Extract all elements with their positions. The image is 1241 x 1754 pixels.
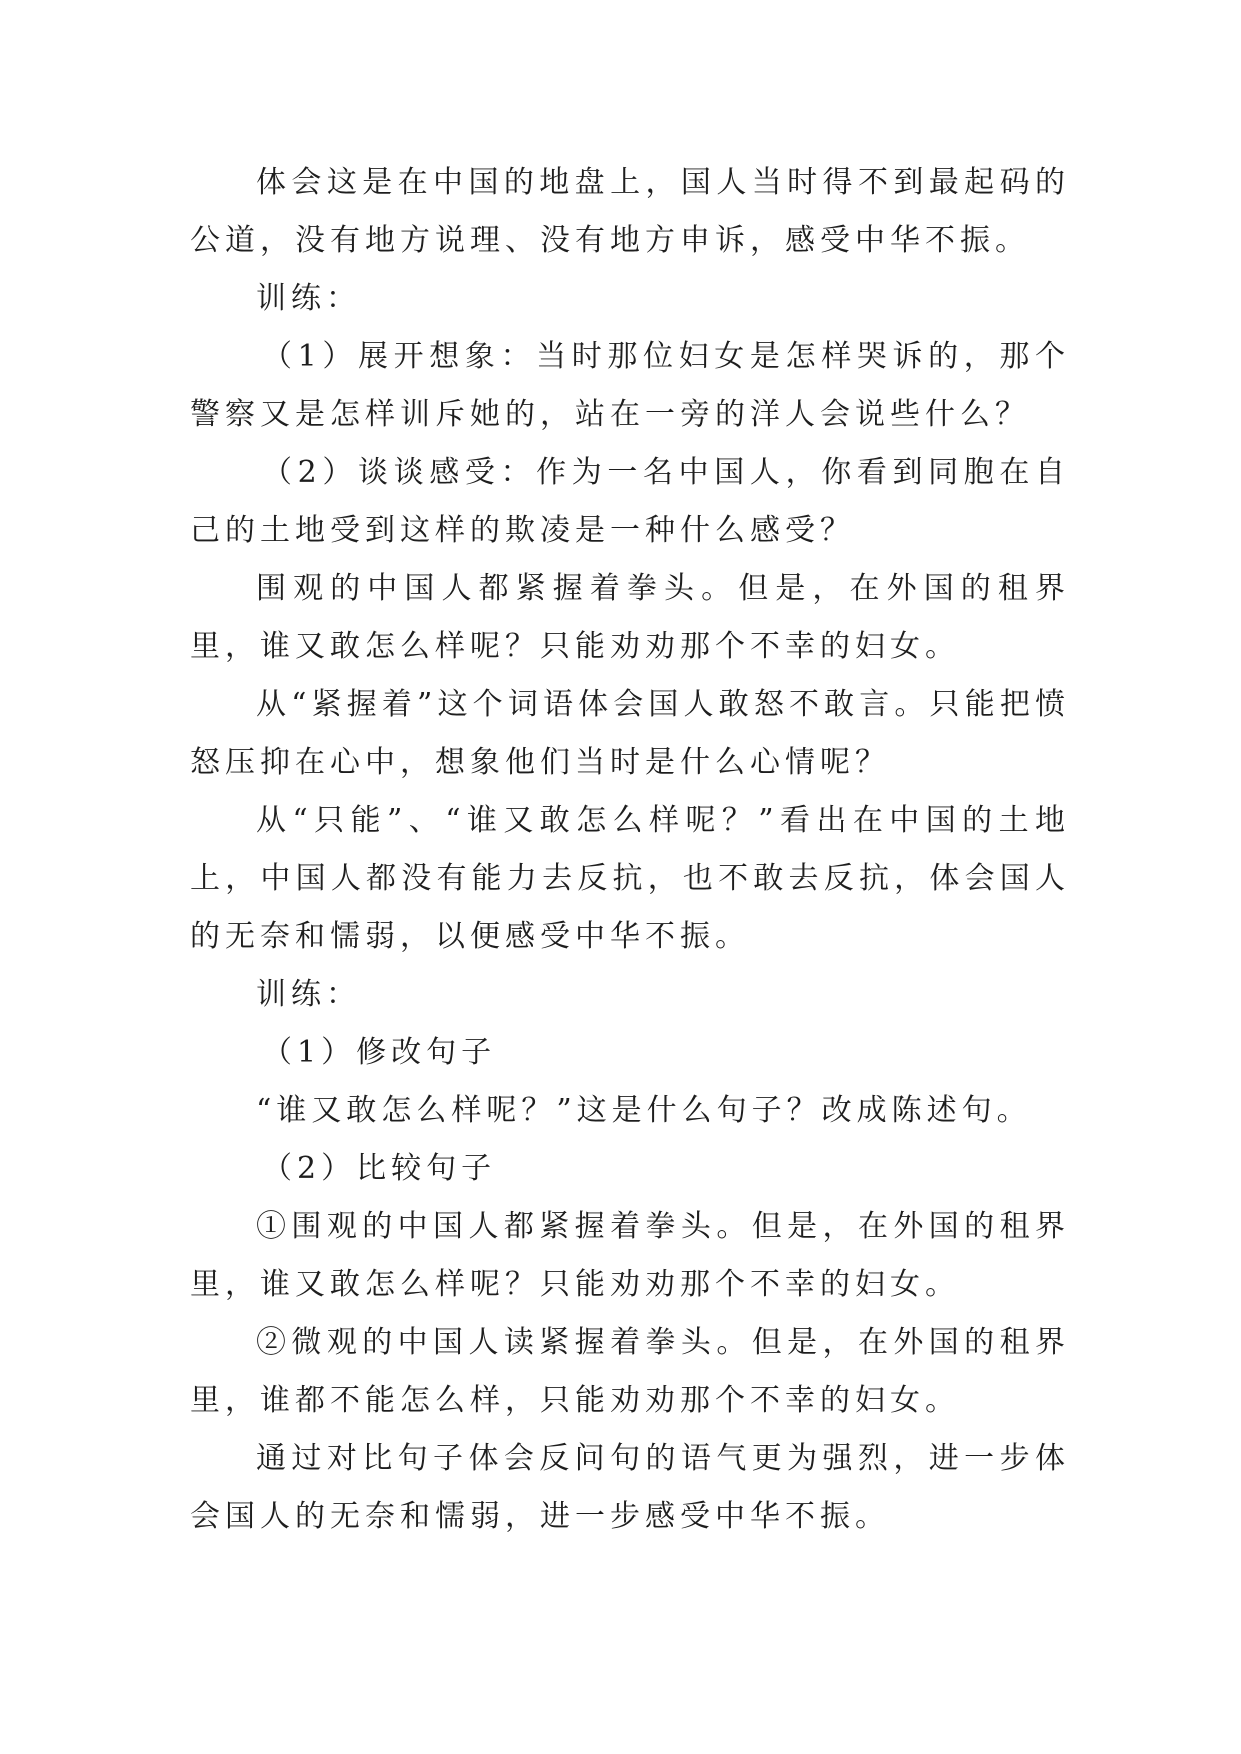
- paragraph-compare-sentence-1: ①围观的中国人都紧握着拳头。但是，在外国的租界里，谁又敢怎么样呢？只能劝劝那个不幸的妇女。: [190, 1209, 1070, 1302]
- paragraph-training-heading-1: 训练：: [256, 281, 361, 316]
- paragraph-compare-sentence-2: ②微观的中国人读紧握着拳头。但是，在外国的租界里，谁都不能怎么样，只能劝劝那个不幸的妇女。: [190, 1325, 1070, 1418]
- paragraph-exercise-feelings: （2）谈谈感受：作为一名中国人，你看到同胞在自己的土地受到这样的欺凌是一种什么感受？: [190, 455, 1070, 548]
- paragraph-exercise-modify: （1）修改句子: [262, 1035, 497, 1070]
- paragraph-quote-crowd: 围观的中国人都紧握着拳头。但是，在外国的租界里，谁又敢怎么样呢？只能劝劝那个不幸的妇女。: [190, 571, 1070, 664]
- paragraph-exercise-compare: （2）比较句子: [262, 1151, 497, 1186]
- document-body: [190, 154, 1070, 1546]
- paragraph-analysis-clenched: 从“紧握着”这个词语体会国人敢怒不敢言。只能把愤怒压抑在心中，想象他们当时是什么心情呢？: [190, 687, 1070, 780]
- paragraph-modify-question: “谁又敢怎么样呢？”这是什么句子？改成陈述句。: [256, 1093, 1032, 1128]
- paragraph-analysis-only: 从“只能”、“谁又敢怎么样呢？”看出在中国的土地上，中国人都没有能力去反抗，也不敢去反抗，体会国人的无奈和懦弱，以便感受中华不振。: [190, 803, 1070, 954]
- paragraph-exercise-imagine: （1）展开想象：当时那位妇女是怎样哭诉的，那个警察又是怎样训斥她的，站在一旁的洋人会说些什么？: [190, 339, 1070, 432]
- paragraph-training-heading-2: 训练：: [256, 977, 361, 1012]
- paragraph-1: 体会这是在中国的地盘上，国人当时得不到最起码的公道，没有地方说理、没有地方申诉，感受中华不振。: [190, 165, 1070, 258]
- paragraph-conclusion: 通过对比句子体会反问句的语气更为强烈，进一步体会国人的无奈和懦弱，进一步感受中华不振。: [190, 1441, 1070, 1534]
